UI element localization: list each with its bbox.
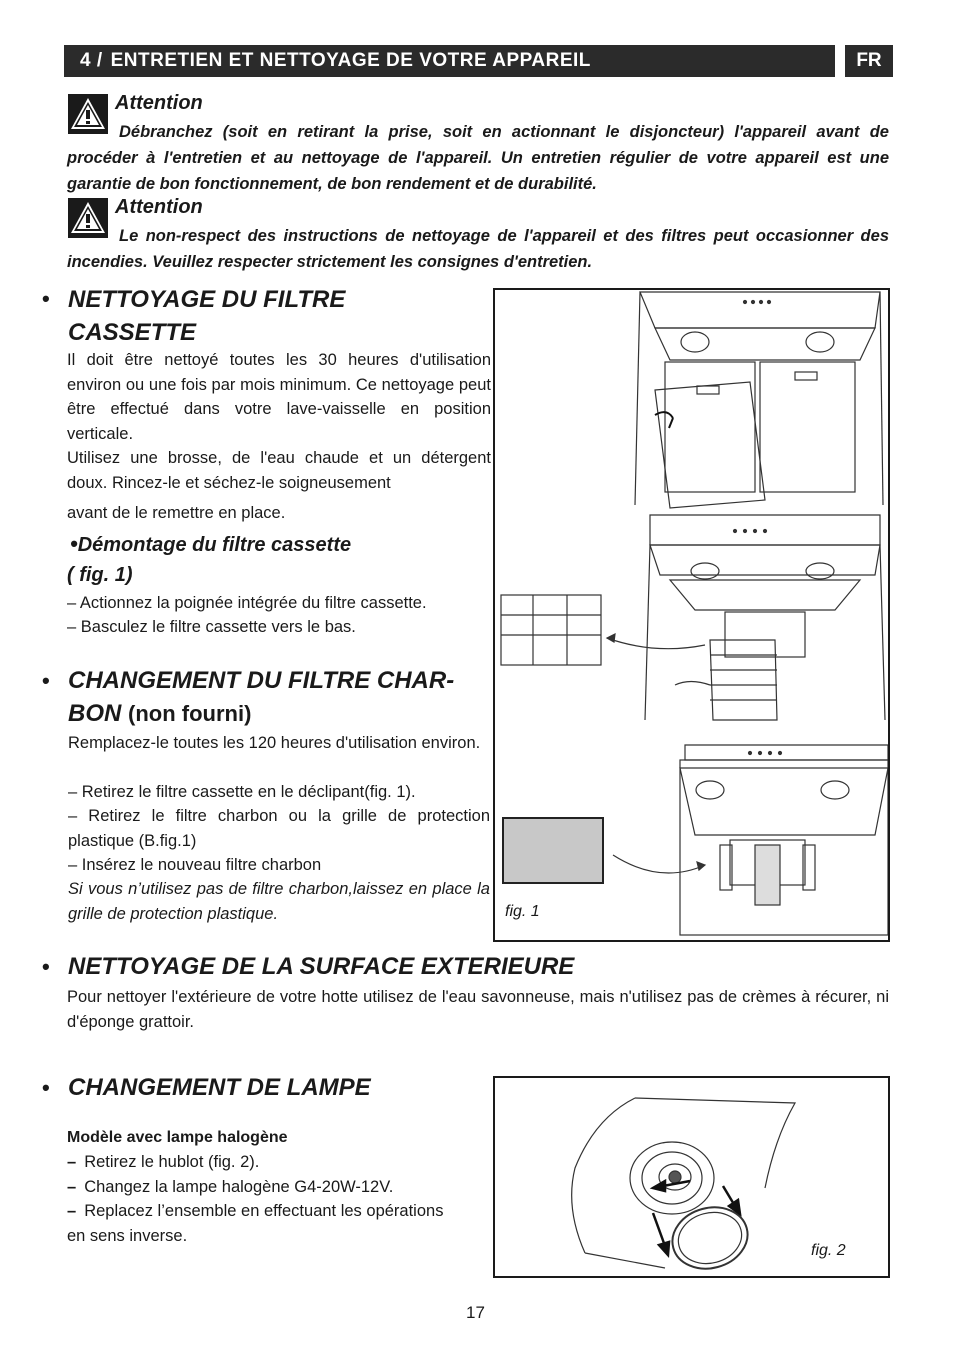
section-title: ENTRETIEN ET NETTOYAGE DE VOTRE APPAREIL [110,50,591,71]
figure-label: fig. 2 [811,1242,846,1259]
page-number: 17 [466,1303,485,1322]
step: – Retirez le filtre charbon ou la grille de protection plastique (B.fig.1) [68,807,490,850]
language-badge: FR [845,45,893,77]
sub-heading-ref: ( fig. 1) [67,564,133,586]
section-number: 4 / [80,50,103,71]
note: Si vous n’utilisez pas de filtre charbon,laissez en place la grille de protection plastique. [68,880,490,923]
attention-title: Attention [115,92,203,114]
paragraph: avant de le remettre en place. [67,504,286,522]
step: – Changez la lampe halogène G4-20W-12V. [67,1178,394,1196]
paragraph: Il doit être nettoyé toutes les 30 heures d'utilisation environ ou une fois par mois minimum. Ce nettoyage peut être effectué dans votre lave-vaisselle en position verticale. [67,351,491,443]
section-header [64,45,835,77]
attention-title: Attention [115,196,203,218]
section-heading: CHANGEMENT DE LAMPE [68,1074,371,1101]
section-heading: CHANGEMENT DU FILTRE CHAR- BON (non fourni) [68,667,455,727]
paragraph: Remplacez-le toutes les 120 heures d'utilisation environ. [68,734,481,752]
sub-heading: •Démontage du filtre cassette [70,531,352,556]
section-heading: NETTOYAGE DU FILTRE CASSETTE [68,286,346,346]
range-hood-illustration [495,290,888,940]
step: – Retirez le filtre cassette en le déclipant(fig. 1). [68,783,416,801]
bullet: • [42,668,50,693]
step: – Insérez le nouveau filtre charbon [68,856,322,874]
figure-label: fig. 1 [505,903,540,920]
bullet: • [42,954,50,979]
paragraph: Pour nettoyer l'extérieure de votre hotte utilisez de l'eau savonneuse, mais n'utilisez pas de crèmes à récurer, ni d'éponge grattoir. [67,988,889,1031]
figure-1 [493,288,890,942]
model-label: Modèle avec lampe halogène [67,1129,288,1146]
figure-2 [493,1076,890,1278]
section-heading: NETTOYAGE DE LA SURFACE EXTERIEURE [68,953,575,980]
step: – Basculez le filtre cassette vers le bas. [67,618,356,636]
paragraph: Utilisez une brosse, de l'eau chaude et un détergent doux. Rincez-le et séchez-le soigneusement [67,449,491,492]
attention-text: Le non-respect des instructions de nettoyage de l'appareil et des filtres peut occasionner des incendies. Veuillez respecter strictement les consignes d'entretien. [67,227,889,271]
attention-text: Débranchez (soit en retirant la prise, soit en actionnant le disjoncteur) l'appareil avant de procéder à l'entretien et au nettoyage de l'appareil. Un entretien régulier de votre appareil est une garantie de bon fonctionnement, de bon rendement et de durabilité. [67,123,889,193]
step: – Replacez l’ensemble en effectuant les opérations en sens inverse. [67,1202,444,1245]
bullet: • [42,1075,50,1100]
step: – Actionnez la poignée intégrée du filtre cassette. [67,594,427,612]
bullet: • [42,286,50,311]
step: – Retirez le hublot (fig. 2). [67,1153,260,1171]
